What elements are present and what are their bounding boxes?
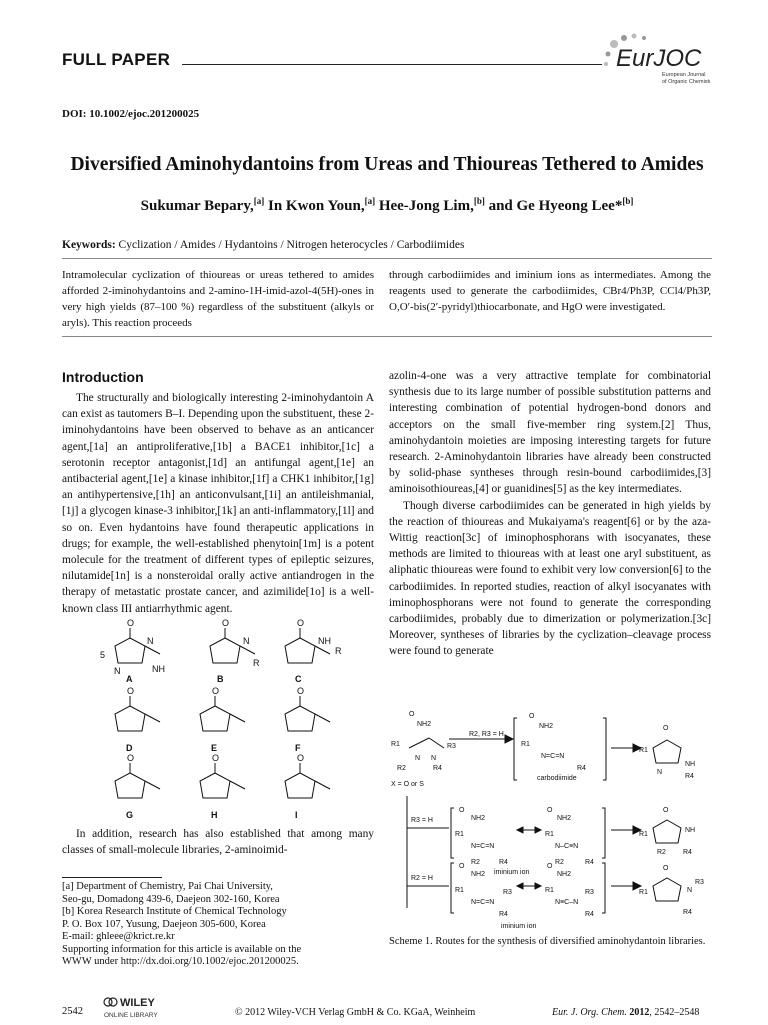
footnote-line: Supporting information for this article is available on the — [62, 943, 302, 955]
svg-text:O: O — [297, 618, 305, 628]
svg-text:N: N — [415, 755, 421, 762]
svg-text:O: O — [212, 686, 220, 696]
svg-text:NH2: NH2 — [557, 871, 572, 878]
authors — [62, 196, 712, 215]
author-4: and Ge Hyeong Lee* — [484, 198, 623, 214]
keywords-text: Cyclization / Amides / Hydantoins / Nitrogen heterocycles / Carbodiimides — [115, 239, 465, 251]
iminium-label-2: iminium ion — [501, 923, 537, 930]
svg-text:R: R — [253, 658, 260, 668]
svg-text:R3: R3 — [695, 879, 704, 886]
svg-text:O: O — [459, 807, 465, 814]
svg-text:O: O — [663, 725, 669, 732]
svg-text:NH: NH — [685, 761, 696, 768]
svg-text:R2: R2 — [471, 859, 480, 866]
svg-text:R1: R1 — [391, 741, 400, 748]
svg-text:O: O — [547, 863, 553, 870]
svg-text:N=C=N: N=C=N — [471, 843, 495, 850]
author-1: Sukumar Bepary, — [140, 198, 254, 214]
structure-label: B — [217, 674, 224, 684]
svg-text:NH2: NH2 — [539, 723, 554, 730]
footnote-line: [a] Department of Chemistry, Pai Chai University, — [62, 881, 273, 892]
section-title: FULL PAPER — [62, 50, 171, 69]
svg-text:R4: R4 — [683, 849, 692, 856]
scheme-1 — [389, 708, 713, 930]
svg-text:N: N — [431, 755, 437, 762]
svg-text:O: O — [127, 618, 135, 628]
svg-text:R4: R4 — [585, 911, 594, 918]
svg-text:N=C=N: N=C=N — [471, 899, 495, 906]
logo-sub2: of Organic Chemistry — [662, 79, 710, 85]
svg-text:NH2: NH2 — [557, 815, 572, 822]
svg-text:R4: R4 — [683, 909, 692, 916]
svg-text:R4: R4 — [685, 773, 694, 780]
svg-text:R2: R2 — [555, 859, 564, 866]
svg-text:R4: R4 — [585, 859, 594, 866]
intro-right-p2: Though diverse carbodiimides can be generated in high yields by the reaction of thioureas and Mukaiyama's reagent[6] or by the aza-Wittig reaction[3c] of iminophosphorans with isocyanates, these methods are limited to thioureas with at least one aryl substituent, as aliphatic thioureas were found to exhibit very low conversion[6] to the carbodiimides. In reported studies, reaction of alkyl isocyanates with iminophosphorans were not found to generate the corresponding carbodiimides, probably due to dimerization or polymerization.[3c] Moreover, syntheses of libraries by the cyclization–cleavage process were found to generate — [389, 499, 712, 658]
svg-text:N: N — [147, 636, 154, 646]
intro-paragraph-1: The structurally and biologically interesting 2-iminohydantoin A can exist as tautomers B–I. Depending upon the substituent, these 2-iminohydantoins have been observed to behave as an anticancer agent,[1a] an antiproliferative,[1b] a BACE1 inhibitor,[1c] a serotonin receptor antagonist,[1d] an antifungal agent,[1e] an antibacterial agent,[1e] a kinase inhibitor,[1f] a CHK1 inhibitor,[1g] an antihypertensive,[1h] an anticonvulsant,[1i] an antileishmanial,[1j] a glycogen kinase-3 inhibitor,[1k] an anti-inflammatory,[1l] and so on. Even hydantoins have found therapeutic applications in drugs; for example, the well-established phenytoin[1m] is a potent molecule for the treatment of different types of epileptic seizures, nilutamide[1n] is a nonsteroidal orally active antiandrogen in the therapy of metastatic prostate cancer, and azimilide[1o] is a well-known class III antiarrhythmic agent. — [62, 392, 374, 615]
structure-label: I — [295, 810, 298, 820]
svg-text:R3: R3 — [503, 889, 512, 896]
svg-text:N: N — [243, 636, 250, 646]
svg-text:R1: R1 — [545, 887, 554, 894]
aff-4: [b] — [622, 196, 634, 206]
aff-1: [a] — [253, 196, 265, 206]
xos-label: X = O or S — [391, 781, 424, 788]
keywords-label: Keywords: — [62, 239, 116, 251]
logo-sub1: European Journal — [662, 72, 706, 78]
svg-text:N≡C–N: N≡C–N — [555, 899, 579, 906]
svg-text:NH2: NH2 — [417, 721, 432, 728]
intro-right-p1: azolin-4-one was a very attractive template for combinatorial synthesis due to its large number of possible substitution patterns and interesting combination of potential hydrogen-bond donors and acceptors on the small five-member ring system.[2] Thus, aminohydantoin moieties are imposing interesting targets for future research. 2-Aminohydantoin libraries have already been constructed by solid-phase syntheses through resin-bound carbodiimides,[3] aminoisothioureas,[4] or guanidines[5] as the key intermediates. — [389, 370, 711, 496]
svg-text:O: O — [127, 753, 135, 763]
svg-text:O: O — [663, 807, 669, 814]
structure-label: H — [211, 810, 218, 820]
intro-right-column — [389, 368, 711, 660]
paper-title: Diversified Aminohydantoins from Ureas and Thioureas Tethered to Amides — [70, 154, 704, 175]
footnote-line: E-mail: ghleee@krict.re.kr — [62, 931, 175, 942]
structure-label: G — [126, 810, 134, 820]
section-heading: Introduction — [62, 369, 144, 385]
wiley-sub: ONLINE LIBRARY — [104, 1012, 158, 1019]
logo-text: EurJOC — [616, 45, 702, 72]
footnote-line: WWW under http://dx.doi.org/10.1002/ejoc.201200025. — [62, 956, 299, 967]
svg-text:R1: R1 — [639, 889, 648, 896]
scheme-cond-2: R3 = H — [411, 817, 433, 824]
svg-text:R2: R2 — [397, 765, 406, 772]
svg-text:R1: R1 — [455, 887, 464, 894]
abstract-left: Intramolecular cyclization of thioureas or ureas tethered to amides afforded 2-iminohydantoins and 2-amino-1H-imid-azol-4(5H)-ones in very high yields (87–100 %) regardless of the substituent (alkyls or aryls). This reaction proceeds — [62, 269, 374, 329]
svg-text:R: R — [335, 646, 342, 656]
structure-label: E — [211, 743, 218, 753]
copyright: © 2012 Wiley-VCH Verlag GmbH & Co. KGaA, Weinheim — [235, 1007, 476, 1018]
svg-text:NH: NH — [152, 664, 165, 674]
author-2: In Kwon Youn, — [264, 198, 365, 214]
svg-text:R4: R4 — [499, 911, 508, 918]
footnote-line: [b] Korea Research Institute of Chemical Technology — [62, 906, 287, 917]
journal-logo — [600, 30, 710, 92]
wiley-logo — [102, 994, 182, 1025]
svg-text:O: O — [547, 807, 553, 814]
svg-text:O: O — [297, 686, 305, 696]
structure-label: F — [295, 743, 301, 753]
svg-text:NH: NH — [318, 636, 331, 646]
svg-text:N: N — [657, 769, 663, 776]
svg-text:NH2: NH2 — [471, 871, 486, 878]
footnotes — [62, 881, 382, 969]
footnote-line: Seo-gu, Domadong 439-6, Daejeon 302-160, Korea — [62, 893, 280, 905]
svg-text:N–C≡N: N–C≡N — [555, 843, 579, 850]
aff-2: [a] — [364, 196, 376, 206]
footnote-rule — [62, 877, 162, 878]
structures-figure — [90, 618, 380, 828]
scheme-caption: Scheme 1. Routes for the synthesis of diversified aminohydantoin libraries. — [389, 936, 706, 947]
carbodiimide-label: carbodiimide — [537, 775, 577, 782]
svg-text:NH: NH — [685, 827, 696, 834]
svg-text:N: N — [114, 666, 121, 676]
divider — [62, 336, 712, 337]
structure-label: C — [295, 674, 302, 684]
keywords — [62, 239, 464, 251]
structure-label: A — [126, 674, 133, 684]
footnote-line: P. O. Box 107, Yusung, Daejeon 305-600, Korea — [62, 918, 266, 930]
abstract-right: through carbodiimides and iminium ions as intermediates. Among the reagents used to generate the carbodiimides, CBr4/Ph3P, CCl4/Ph3P, O,O′-bis(2′-pyridyl)thiocarbonate, and HgO were investigated. — [389, 269, 711, 313]
doi[interactable]: DOI: 10.1002/ejoc.201200025 — [62, 108, 200, 120]
svg-text:O: O — [212, 753, 220, 763]
svg-text:O: O — [409, 711, 415, 718]
svg-text:R4: R4 — [577, 765, 586, 772]
svg-text:R3: R3 — [447, 743, 456, 750]
svg-text:R1: R1 — [521, 741, 530, 748]
structure-label: D — [126, 743, 133, 753]
svg-text:N=C=N: N=C=N — [541, 753, 565, 760]
divider — [62, 258, 712, 259]
journal-citation: Eur. J. Org. Chem. 2012, 2542–2548 — [552, 1007, 700, 1018]
author-3: Hee-Jong Lim, — [375, 198, 474, 214]
svg-text:NH2: NH2 — [471, 815, 486, 822]
svg-text:R4: R4 — [499, 859, 508, 866]
svg-text:R3: R3 — [585, 889, 594, 896]
scheme-cond-1: R2, R3 = H — [469, 731, 504, 738]
svg-text:R1: R1 — [639, 831, 648, 838]
aff-3: [b] — [473, 196, 485, 206]
svg-text:O: O — [529, 713, 535, 720]
svg-text:O: O — [222, 618, 230, 628]
svg-text:O: O — [459, 863, 465, 870]
svg-text:R1: R1 — [455, 831, 464, 838]
svg-text:R2: R2 — [657, 849, 666, 856]
scheme-cond-3: R2 = H — [411, 875, 433, 882]
svg-text:R1: R1 — [545, 831, 554, 838]
page-number: 2542 — [62, 1006, 83, 1017]
svg-text:N: N — [687, 887, 693, 894]
svg-text:O: O — [297, 753, 305, 763]
header-rule — [182, 64, 602, 65]
svg-text:5: 5 — [100, 650, 106, 660]
svg-text:R4: R4 — [433, 765, 442, 772]
iminium-label-1: iminium ion — [494, 869, 530, 876]
svg-text:O: O — [663, 865, 669, 872]
svg-text:O: O — [127, 686, 135, 696]
intro-paragraph-2: In addition, research has also established that among many classes of small-molecule libraries, 2-aminoimid- — [62, 828, 374, 857]
svg-text:R1: R1 — [639, 747, 648, 754]
wiley-text: WILEY — [120, 997, 155, 1009]
